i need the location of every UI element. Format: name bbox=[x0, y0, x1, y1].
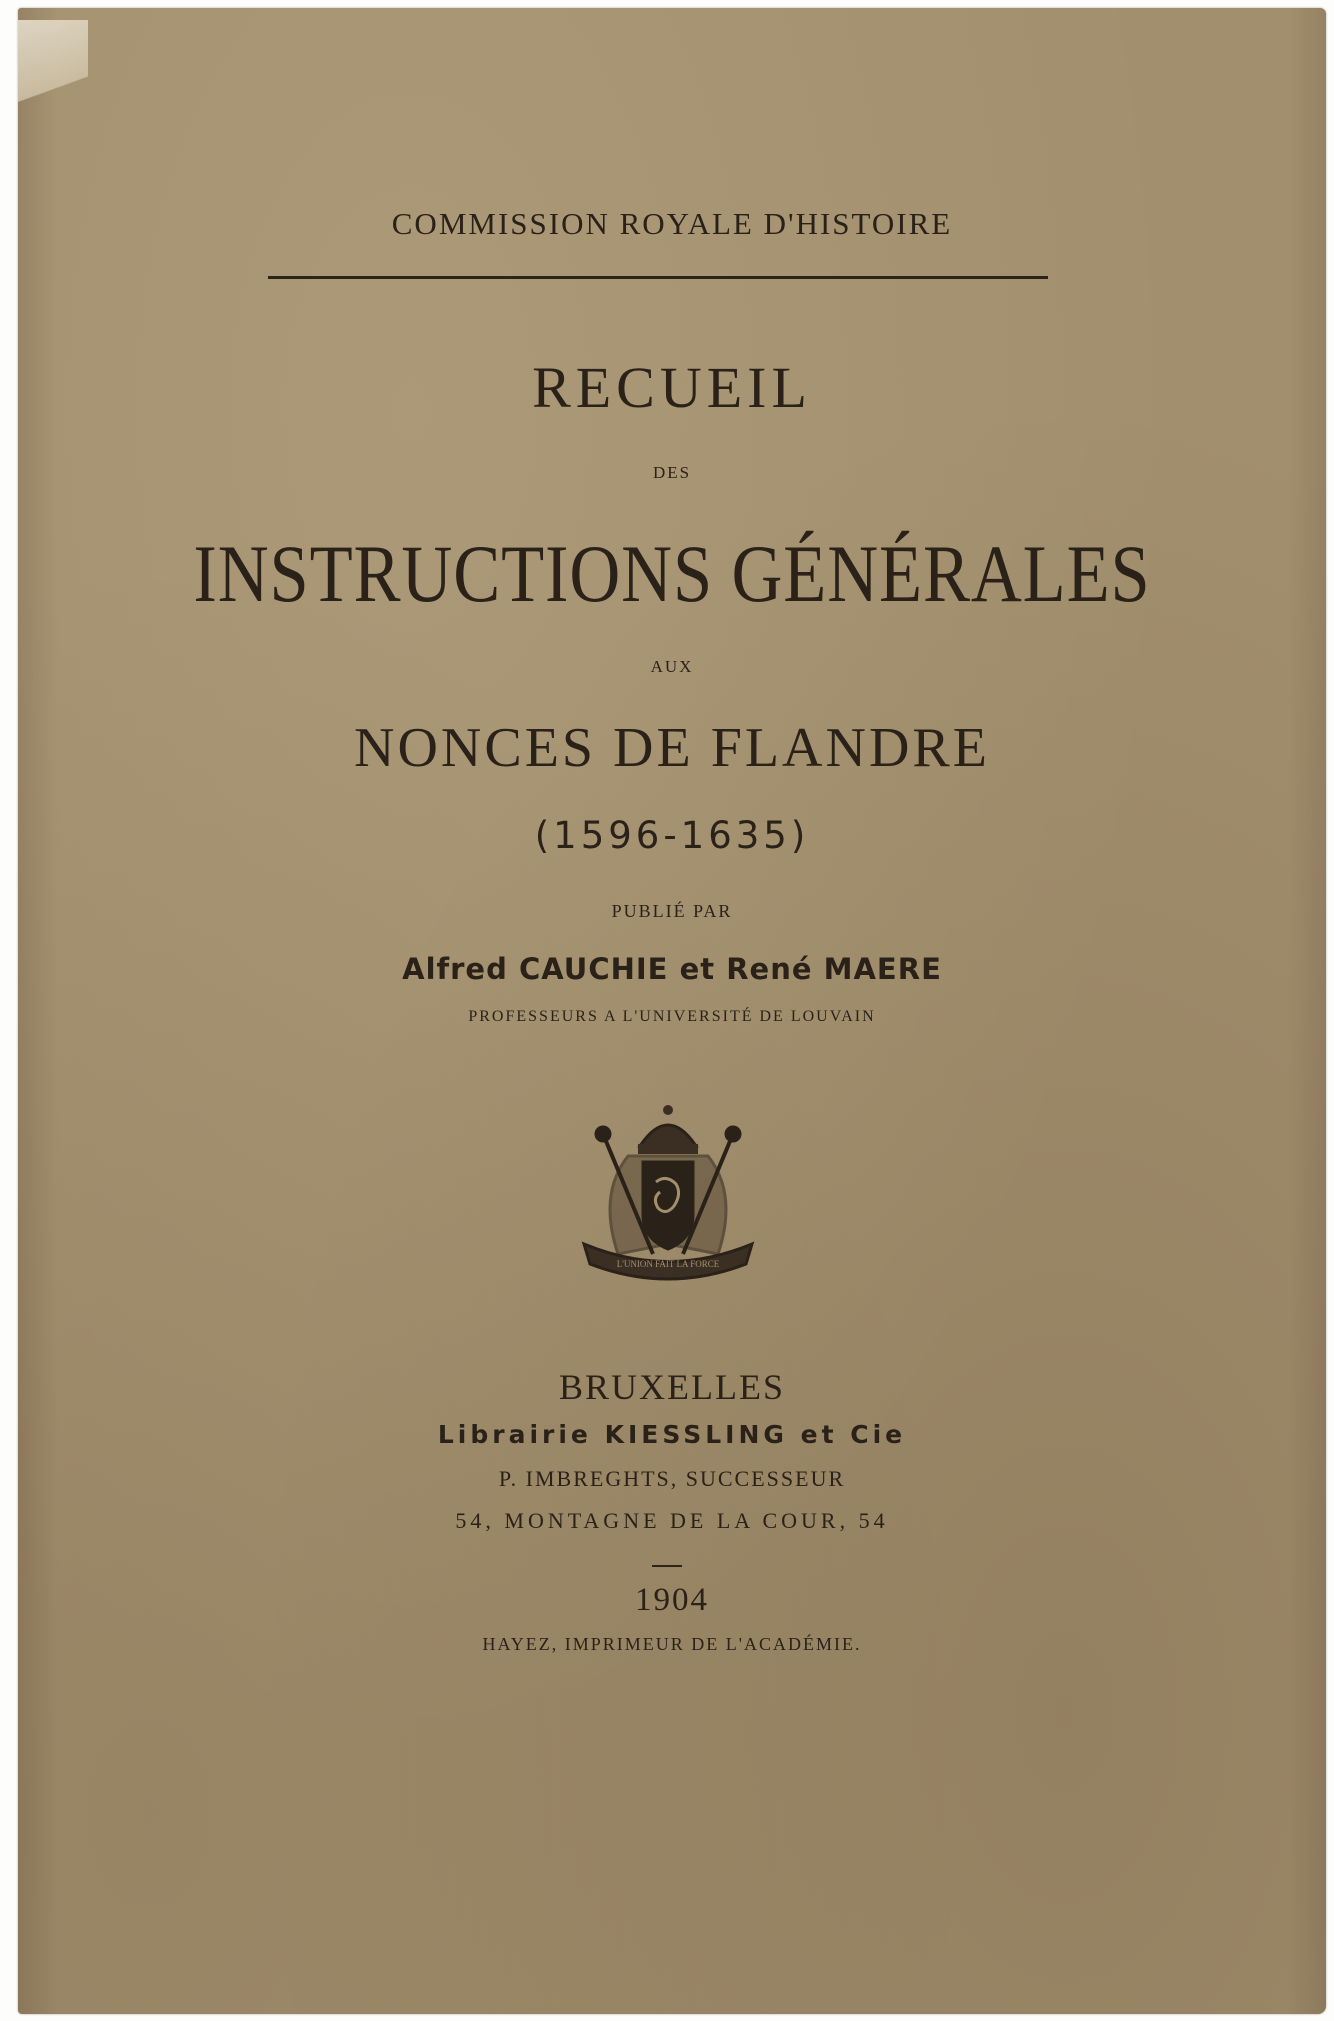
publication-year: 1904 bbox=[635, 1582, 709, 1618]
divider-rule bbox=[268, 276, 1048, 279]
city: BRUXELLES bbox=[558, 1367, 785, 1407]
title-aux: AUX bbox=[650, 657, 694, 676]
publisher-successor: P. IMBREGHTS, SUCCESSEUR bbox=[498, 1466, 846, 1491]
date-range: (1596-1635) bbox=[534, 814, 810, 857]
title-des: DES bbox=[652, 463, 692, 482]
title-recueil: RECUEIL bbox=[532, 355, 812, 420]
publisher: Librairie KIESSLING et Cie bbox=[437, 1420, 907, 1449]
divider-dash bbox=[652, 1565, 682, 1567]
published-by-label: PUBLIÉ PAR bbox=[611, 901, 733, 921]
emblem-motto: L'UNION FAIT LA FORCE bbox=[616, 1259, 720, 1269]
title-nonces: NONCES DE FLANDRE bbox=[354, 717, 990, 779]
printer: HAYEZ, IMPRIMEUR DE L'ACADÉMIE. bbox=[482, 1634, 862, 1654]
publisher-address: 54, MONTAGNE DE LA COUR, 54 bbox=[455, 1508, 889, 1533]
series-title: COMMISSION ROYALE D'HISTOIRE bbox=[391, 206, 953, 241]
coat-of-arms-icon bbox=[578, 1104, 758, 1282]
title-instructions: INSTRUCTIONS GÉNÉRALES bbox=[193, 528, 1151, 619]
torn-corner bbox=[18, 20, 88, 130]
authors: Alfred CAUCHIE et René MAERE bbox=[402, 952, 942, 986]
authors-affiliation: PROFESSEURS A L'UNIVERSITÉ DE LOUVAIN bbox=[468, 1008, 876, 1025]
